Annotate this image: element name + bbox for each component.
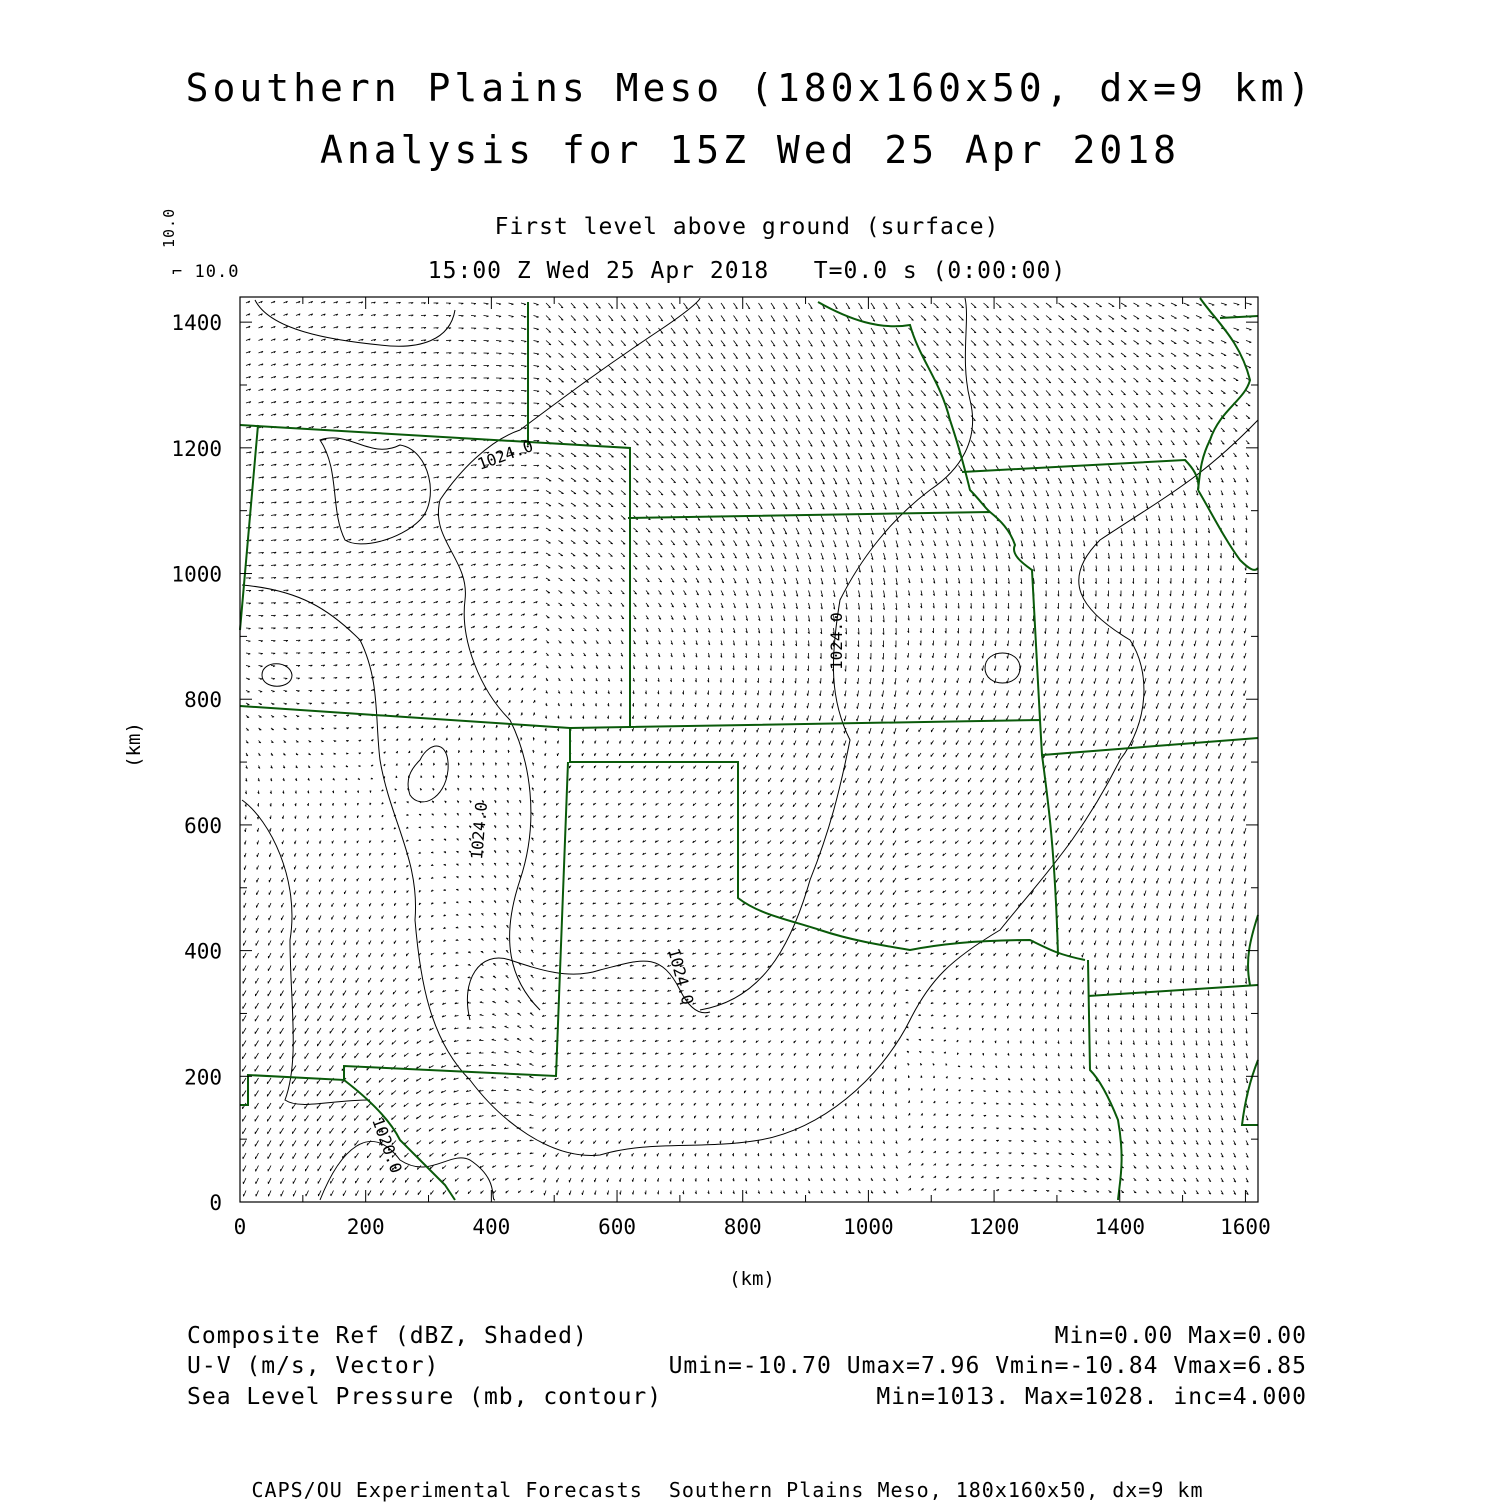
contour-labels xyxy=(368,436,846,1176)
contour-label: 1020.0 xyxy=(368,1114,406,1176)
time-subtitle: 15:00 Z Wed 25 Apr 2018 T=0.0 s (0:00:00) xyxy=(427,258,1067,284)
x-tick-labels xyxy=(234,1215,1271,1239)
boundary-texas-rio xyxy=(344,1080,455,1200)
y-axis-label: (km) xyxy=(123,722,145,768)
boundary-arkansas-south xyxy=(1088,985,1258,996)
y-tick-label: 1200 xyxy=(171,436,222,461)
contour-label: 1024.0 xyxy=(664,946,698,1007)
boundary-wyoming-colorado xyxy=(240,425,630,728)
y-tick-label: 800 xyxy=(184,688,222,713)
plot-title-line1: Southern Plains Meso (180x160x50, dx=9 km) xyxy=(185,66,1315,110)
legend-reflectivity-range: Min=0.00 Max=0.00 xyxy=(1054,1323,1307,1349)
contour-closed-4 xyxy=(408,746,448,802)
boundary-missouri-river xyxy=(818,302,990,512)
boundary-nm-co-ok xyxy=(240,706,1258,755)
boundary-utah-colorado xyxy=(240,425,258,630)
contour-label: 1024.0 xyxy=(467,801,492,861)
legend-wind-range: Umin=-10.70 Umax=7.96 Vmin=-10.84 Vmax=6.85 xyxy=(668,1353,1307,1379)
contour-label: 1024.0 xyxy=(827,612,846,670)
legend-wind-label: U-V (m/s, Vector) xyxy=(187,1353,440,1379)
vector-reference-label: ⌐ 10.0 xyxy=(172,262,240,282)
y-tick-label: 1000 xyxy=(171,562,222,587)
contour-closed-2 xyxy=(262,664,292,687)
wind-vector-field xyxy=(242,301,1251,1196)
x-tick-label: 200 xyxy=(346,1215,385,1239)
x-tick-label: 1600 xyxy=(1220,1215,1271,1239)
contour-west-low xyxy=(242,800,370,1104)
boundary-oklahoma-texas xyxy=(570,728,1085,960)
y-tick-labels xyxy=(171,311,222,1215)
legend-pressure-label: Sea Level Pressure (mb, contour) xyxy=(187,1384,663,1410)
x-tick-label: 400 xyxy=(472,1215,511,1239)
boundary-ms-river-south xyxy=(1242,915,1258,1125)
contour-sw xyxy=(320,1141,495,1200)
contour-1024-west xyxy=(242,420,1258,1155)
boundary-ne-corner xyxy=(1220,316,1258,318)
x-tick-label: 1200 xyxy=(968,1215,1020,1239)
boundary-iowa-east xyxy=(1198,298,1250,490)
contour-label: 1024.0 xyxy=(474,436,536,474)
boundary-texas-nm xyxy=(240,762,568,1105)
x-tick-label: 1000 xyxy=(843,1215,894,1239)
x-tick-label: 1400 xyxy=(1094,1215,1146,1239)
y-tick-label: 400 xyxy=(184,939,222,964)
legend-reflectivity-label: Composite Ref (dBZ, Shaded) xyxy=(187,1323,588,1349)
y-tick-label: 0 xyxy=(209,1191,222,1215)
boundary-ok-arkansas xyxy=(1042,755,1058,955)
footer-credit: CAPS/OU Experimental Forecasts Southern Plains Meso, 180x160x50, dx=9 km xyxy=(251,1478,1204,1502)
y-tick-label: 1400 xyxy=(171,311,222,336)
boundary-missouri-north xyxy=(962,460,1198,490)
level-subtitle: First level above ground (surface) xyxy=(494,214,1000,240)
x-tick-label: 0 xyxy=(233,1215,247,1239)
y-tick-label: 600 xyxy=(184,813,222,838)
x-axis-label: (km) xyxy=(729,1268,775,1290)
contour-closed-3 xyxy=(985,653,1020,683)
x-tick-label: 600 xyxy=(598,1215,637,1239)
boundary-mississippi-river xyxy=(1198,490,1258,570)
legend-pressure-range: Min=1013. Max=1028. inc=4.000 xyxy=(876,1384,1307,1410)
x-tick-label: 800 xyxy=(723,1215,762,1239)
vector-reference-vertical-label: 10.0 xyxy=(160,207,178,248)
contour-nw xyxy=(255,300,455,346)
plot-title-line2: Analysis for 15Z Wed 25 Apr 2018 xyxy=(319,128,1181,172)
y-tick-label: 200 xyxy=(184,1065,222,1090)
wind-vectors xyxy=(242,301,1251,1196)
